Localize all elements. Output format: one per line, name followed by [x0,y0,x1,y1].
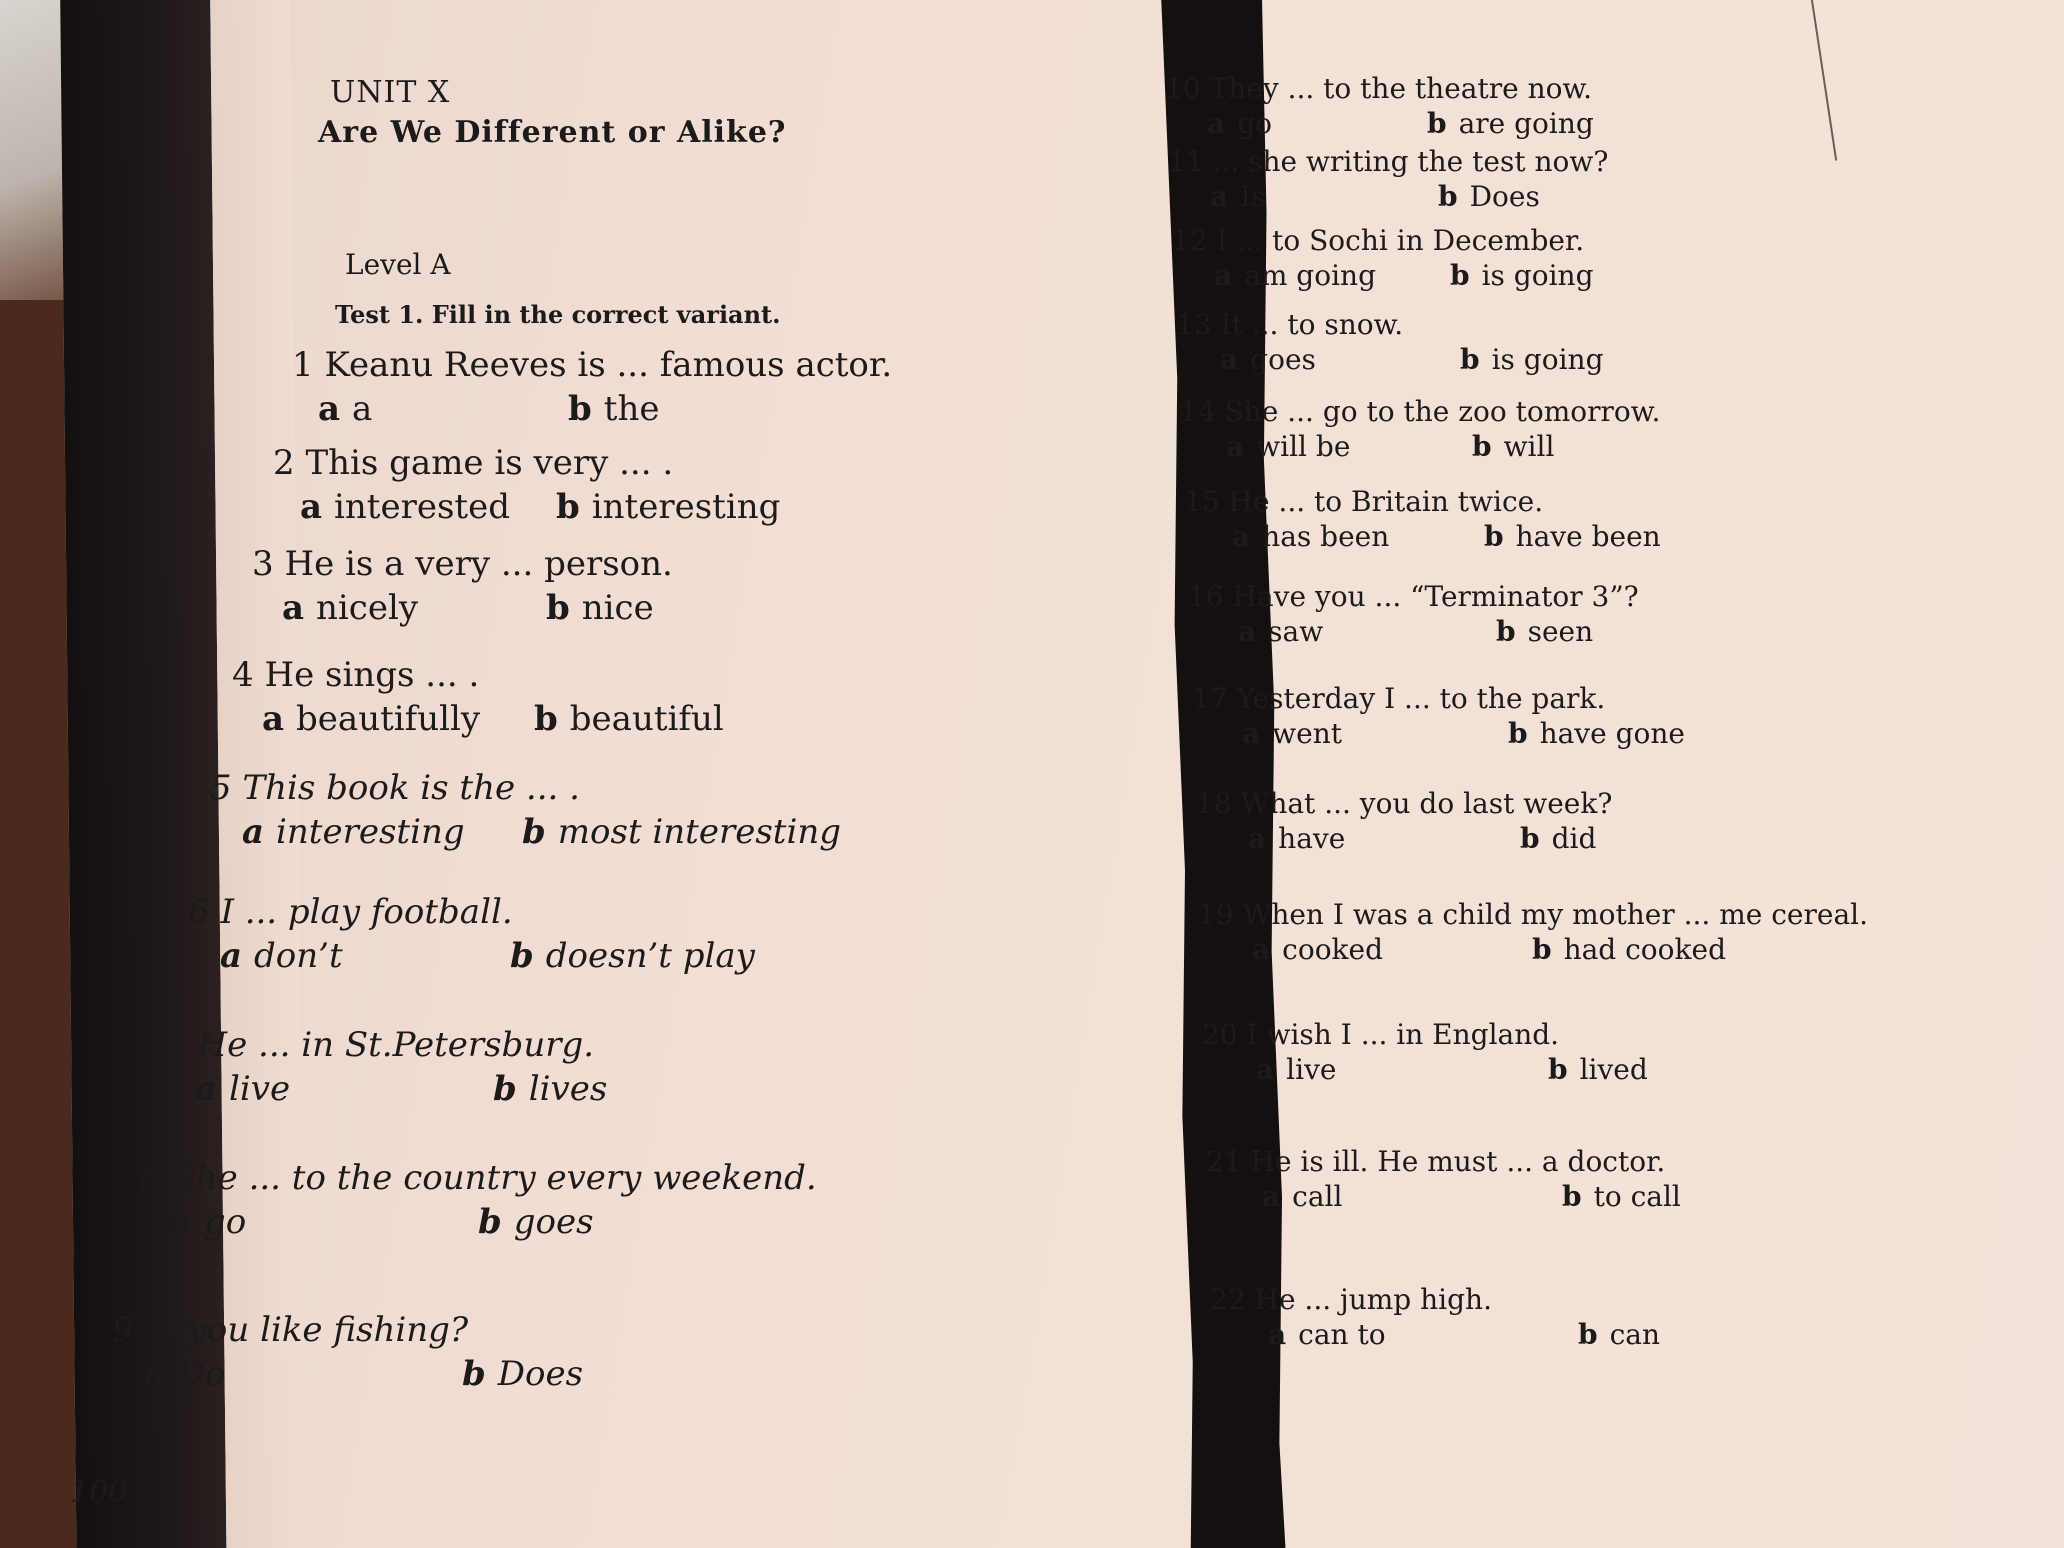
question-19 [1198,898,1868,973]
question-5 [210,768,841,852]
option-b[interactable]: b is going [1450,259,1594,292]
option-b[interactable]: b can [1578,1318,1660,1351]
option-a[interactable]: a go [170,1202,247,1242]
question-22 [1210,1283,1660,1358]
question-21 [1206,1145,1681,1220]
question-stem: 19 When I was a child my mother ... me cereal. [1198,898,1868,931]
option-b[interactable]: b had cooked [1532,933,1726,966]
option-b[interactable]: b will [1472,430,1555,463]
option-a[interactable]: a cooked [1252,933,1384,966]
frame-edge [1807,0,1837,161]
page-number: 100 [70,1475,128,1510]
question-16 [1188,580,1639,655]
option-b[interactable]: b doesn’t play [510,936,755,976]
question-stem: 5 This book is the ... . [210,768,580,808]
question-18 [1196,787,1612,862]
question-stem: 22 He ... jump high. [1210,1283,1492,1316]
question-stem: 2 This game is very ... . [273,443,674,483]
question-12 [1172,224,1594,299]
option-b[interactable]: b Does [1438,180,1540,213]
question-15 [1184,485,1661,560]
option-b[interactable]: b did [1520,822,1597,855]
option-a[interactable]: a Do [144,1354,226,1394]
option-b[interactable]: b interesting [556,487,781,527]
question-stem: 20 I wish I ... in England. [1202,1018,1560,1051]
question-stem: 16 Have you ... “Terminator 3”? [1188,580,1639,613]
option-b[interactable]: b are going [1427,107,1594,140]
question-stem: 15 He ... to Britain twice. [1184,485,1544,518]
question-stem: 7 He ... in St.Petersburg. [165,1025,595,1065]
question-stem: 8 She ... to the country every weekend. [140,1158,817,1198]
option-b[interactable]: b the [568,389,660,429]
option-a[interactable]: a live [195,1069,291,1109]
test-instruction: Test 1. Fill in the correct variant. [335,300,781,329]
option-a[interactable]: a will be [1226,430,1351,463]
option-a[interactable]: a have [1248,822,1346,855]
option-a[interactable]: a can to [1268,1318,1386,1351]
unit-label: UNIT X [330,75,451,110]
option-b[interactable]: b lived [1548,1053,1648,1086]
option-a[interactable]: a has been [1232,520,1390,553]
option-b[interactable]: b most interesting [522,812,841,852]
question-1 [292,345,892,429]
question-9 [112,1310,584,1394]
option-a[interactable]: a am going [1214,259,1376,292]
question-14 [1180,395,1660,470]
option-a[interactable]: a a [318,389,373,429]
question-10 [1165,72,1592,147]
question-stem: 4 He sings ... . [232,655,480,695]
option-b[interactable]: b Does [462,1354,584,1394]
option-a[interactable]: a went [1242,717,1342,750]
question-stem: 3 He is a very ... person. [252,544,673,584]
question-stem: 17 Yesterday I ... to the park. [1192,682,1606,715]
question-stem: 9 ... you like fishing? [112,1310,469,1350]
option-a[interactable]: a saw [1238,615,1324,648]
option-b[interactable]: b seen [1496,615,1594,648]
option-a[interactable]: a Is [1210,180,1266,213]
option-b[interactable]: b have gone [1508,717,1685,750]
option-b[interactable]: b is going [1460,343,1604,376]
option-a[interactable]: a interested [300,487,510,527]
option-a[interactable]: a don’t [220,936,343,976]
question-stem: 6 I ... play football. [188,892,513,932]
option-b[interactable]: b have been [1484,520,1661,553]
option-a[interactable]: a beautifully [262,699,481,739]
question-4 [232,655,724,739]
question-stem: 13 It ... to snow. [1176,308,1404,341]
option-b[interactable]: b nice [546,588,654,628]
option-a[interactable]: a live [1256,1053,1337,1086]
option-b[interactable]: b beautiful [534,699,724,739]
question-3 [252,544,673,628]
option-a[interactable]: a go [1207,107,1272,140]
option-b[interactable]: b lives [493,1069,608,1109]
option-a[interactable]: a call [1262,1180,1343,1213]
option-a[interactable]: a nicely [282,588,419,628]
question-17 [1192,682,1685,757]
option-a[interactable]: a interesting [242,812,465,852]
question-8 [140,1158,817,1242]
option-b[interactable]: b to call [1562,1180,1681,1213]
question-7 [165,1025,608,1109]
option-a[interactable]: a goes [1220,343,1316,376]
question-stem: 14 She ... go to the zoo tomorrow. [1180,395,1661,428]
question-2 [273,443,781,527]
question-stem: 1 Keanu Reeves is ... famous actor. [292,345,893,385]
question-stem: 21 He is ill. He must ... a doctor. [1206,1145,1666,1178]
question-20 [1202,1018,1648,1093]
level-label: Level A [345,248,451,281]
page-title: Are We Different or Alike? [318,115,787,150]
question-stem: 18 What ... you do last week? [1196,787,1613,820]
question-11 [1168,145,1608,220]
question-stem: 10 They ... to the theatre now. [1165,72,1593,105]
question-6 [188,892,755,976]
option-b[interactable]: b goes [478,1202,594,1242]
question-stem: 11 ... she writing the test now? [1168,145,1609,178]
question-13 [1176,308,1604,383]
question-stem: 12 I ... to Sochi in December. [1172,224,1585,257]
